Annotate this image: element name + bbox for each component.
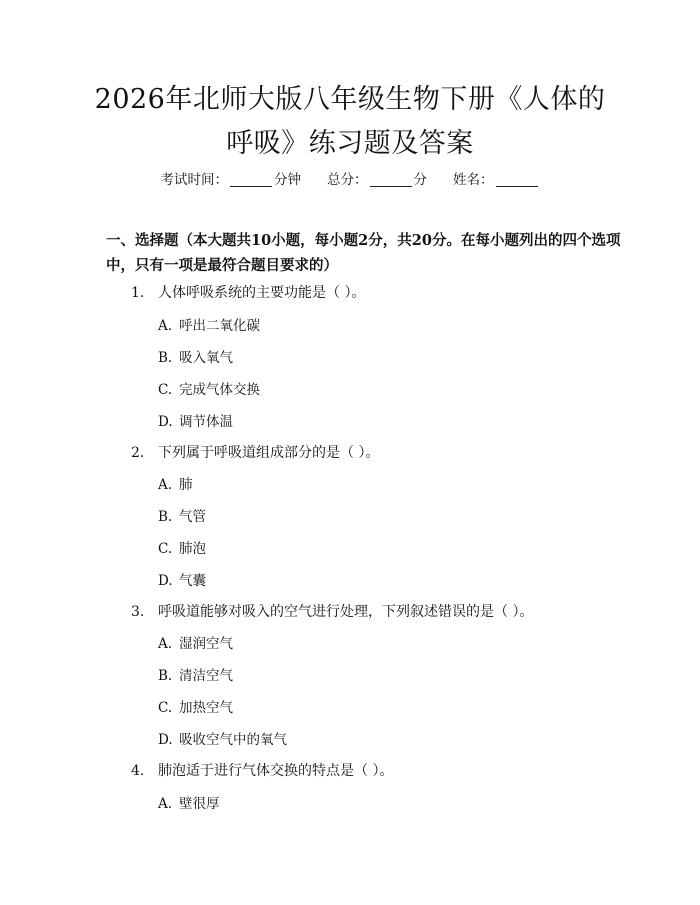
option-3a: [158, 632, 233, 652]
option-letter: D.: [158, 573, 173, 589]
option-letter: A.: [158, 636, 173, 652]
question-3: [131, 601, 533, 621]
score-label: 总分：: [327, 172, 368, 188]
option-letter: A.: [158, 318, 173, 334]
time-blank: [230, 172, 272, 187]
option-letter: C.: [158, 541, 173, 557]
option-text: 吸入氧气: [179, 350, 233, 366]
option-1d: [158, 410, 233, 430]
option-text: 肺泡: [179, 541, 206, 557]
question-text: 肺泡适于进行气体交换的特点是（ ）。: [158, 763, 394, 779]
score-unit: 分: [413, 172, 427, 188]
option-text: 肺: [179, 477, 193, 493]
option-2b: [158, 505, 206, 525]
question-number: 2.: [131, 445, 145, 461]
option-letter: C.: [158, 700, 173, 716]
option-1c: [158, 378, 260, 398]
option-3d: [158, 728, 287, 748]
option-4a: [158, 792, 220, 812]
option-text: 完成气体交换: [179, 382, 260, 398]
option-text: 壁很厚: [179, 796, 220, 812]
option-1b: [158, 346, 233, 366]
question-text: 呼吸道能够对吸入的空气进行处理，下列叙述错误的是（ ）。: [158, 604, 534, 620]
score-blank: [370, 172, 412, 187]
question-4: [131, 760, 393, 780]
option-letter: A.: [158, 477, 173, 493]
option-text: 吸收空气中的氧气: [179, 732, 287, 748]
option-text: 湿润空气: [179, 636, 233, 652]
question-text: 下列属于呼吸道组成部分的是（ ）。: [158, 445, 380, 461]
option-letter: B.: [158, 350, 173, 366]
option-2a: [158, 473, 193, 493]
option-3c: [158, 696, 233, 716]
time-label: 考试时间：: [160, 172, 228, 188]
option-text: 加热空气: [179, 700, 233, 716]
question-number: 3.: [131, 604, 145, 620]
option-text: 气囊: [179, 573, 206, 589]
option-3b: [158, 664, 233, 684]
section-heading: 一、选择题（本大题共10小题，每小题2分，共20分。在每小题列出的四个选项中，只有一项是最符合题目要求的）: [106, 232, 621, 274]
question-number: 4.: [131, 763, 145, 779]
exam-meta: [0, 168, 700, 188]
option-letter: D.: [158, 414, 173, 430]
question-number: 1.: [131, 285, 145, 301]
option-text: 呼出二氧化碳: [179, 318, 260, 334]
name-label: 姓名：: [453, 172, 494, 188]
option-text: 清洁空气: [179, 668, 233, 684]
option-1a: [158, 314, 260, 334]
option-letter: D.: [158, 732, 173, 748]
option-letter: A.: [158, 796, 173, 812]
question-1: [131, 282, 365, 302]
time-unit: 分钟: [274, 172, 301, 188]
option-2c: [158, 537, 206, 557]
option-letter: B.: [158, 509, 173, 525]
option-text: 调节体温: [179, 414, 233, 430]
question-text: 人体呼吸系统的主要功能是（ ）。: [158, 285, 366, 301]
page-title: 2026年北师大版八年级生物下册《人体的呼吸》练习题及答案: [94, 84, 606, 159]
option-text: 气管: [179, 509, 206, 525]
name-blank: [496, 172, 538, 187]
option-letter: B.: [158, 668, 173, 684]
option-letter: C.: [158, 382, 173, 398]
question-2: [131, 442, 379, 462]
option-2d: [158, 569, 206, 589]
